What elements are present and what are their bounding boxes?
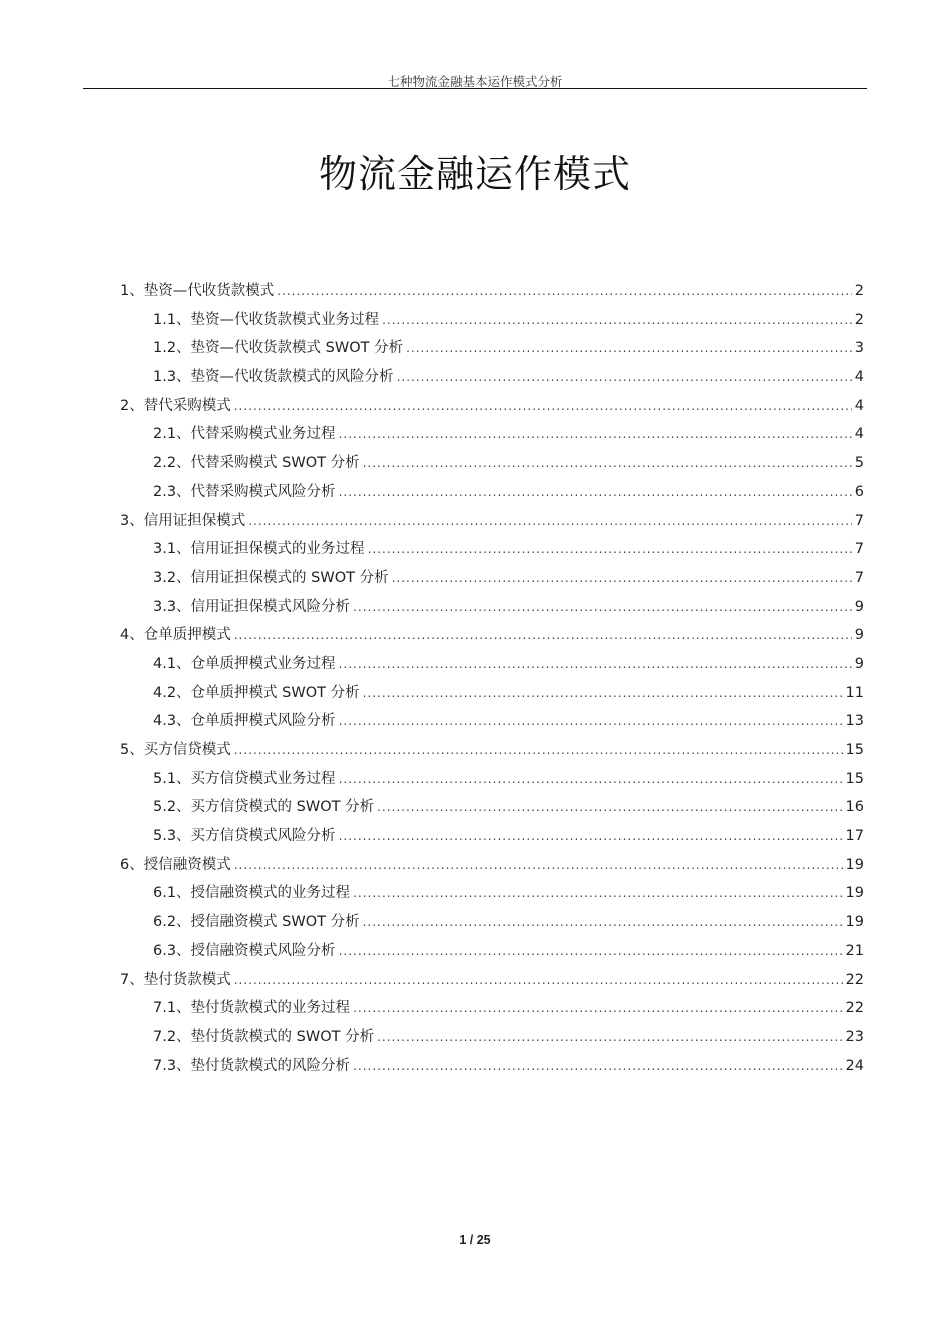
- toc-entry-text[interactable]: 1、垫资—代收货款模式: [120, 283, 275, 299]
- toc-entry-page-number[interactable]: 15: [845, 770, 864, 787]
- toc-entry-page-number[interactable]: 4: [854, 369, 864, 386]
- toc-entry-text[interactable]: 6.3、授信融资模式风险分析: [153, 942, 336, 959]
- toc-entry[interactable]: [120, 996, 864, 1025]
- toc-entry[interactable]: [120, 681, 864, 710]
- toc-entry-page-number[interactable]: 3: [854, 340, 864, 357]
- toc-entry-page-number[interactable]: 4: [854, 397, 864, 414]
- toc-leader-dots: [339, 829, 843, 843]
- toc-leader-dots: [234, 973, 843, 987]
- toc-entry-text[interactable]: 5.2、买方信贷模式的 SWOT 分析: [153, 799, 375, 816]
- toc-entry-text[interactable]: 4.1、仓单质押模式业务过程: [153, 655, 336, 672]
- toc-leader-dots: [234, 858, 843, 872]
- toc-leader-dots: [363, 915, 843, 929]
- toc-entry-page-number[interactable]: 21: [845, 942, 864, 959]
- toc-entry-page-number[interactable]: 2: [854, 283, 864, 299]
- toc-entry-text[interactable]: 2.2、代替采购模式 SWOT 分析: [153, 455, 360, 472]
- toc-entry[interactable]: [120, 939, 864, 968]
- toc-leader-dots: [339, 427, 852, 441]
- toc-entry-page-number[interactable]: 9: [854, 655, 864, 672]
- toc-entry-page-number[interactable]: 6: [854, 483, 864, 500]
- toc-entry[interactable]: [120, 336, 864, 365]
- toc-entry-text[interactable]: 2、替代采购模式: [120, 397, 231, 414]
- toc-leader-dots: [234, 743, 843, 757]
- toc-entry-text[interactable]: 1.2、垫资—代收货款模式 SWOT 分析: [153, 340, 404, 357]
- toc-entry[interactable]: [120, 652, 864, 681]
- toc-entry-text[interactable]: 4、仓单质押模式: [120, 627, 231, 644]
- toc-entry[interactable]: [120, 595, 864, 624]
- toc-entry-page-number[interactable]: 15: [845, 742, 864, 758]
- toc-entry-text[interactable]: 7.2、垫付货款模式的 SWOT 分析: [153, 1028, 375, 1045]
- toc-entry[interactable]: [120, 308, 864, 337]
- toc-entry-page-number[interactable]: 7: [854, 512, 864, 529]
- toc-entry-page-number[interactable]: 19: [845, 856, 864, 873]
- toc-entry-text[interactable]: 7.1、垫付货款模式的业务过程: [153, 1000, 351, 1017]
- toc-entry[interactable]: [120, 279, 864, 308]
- toc-leader-dots: [353, 1059, 842, 1073]
- toc-entry[interactable]: [120, 795, 864, 824]
- toc-entry[interactable]: [120, 509, 864, 538]
- toc-leader-dots: [397, 370, 852, 384]
- header-rule: [83, 88, 867, 89]
- toc-entry-page-number[interactable]: 7: [854, 541, 864, 558]
- toc-entry[interactable]: [120, 824, 864, 853]
- toc-leader-dots: [248, 514, 852, 528]
- toc-entry-page-number[interactable]: 22: [845, 971, 864, 988]
- toc-entry-text[interactable]: 3、信用证担保模式: [120, 512, 246, 529]
- toc-entry-page-number[interactable]: 13: [845, 713, 864, 730]
- document-title: [0, 143, 950, 198]
- toc-leader-dots: [339, 485, 852, 499]
- toc-entry-page-number[interactable]: 2: [854, 311, 864, 328]
- toc-leader-dots: [339, 657, 852, 671]
- table-of-contents: [120, 279, 864, 1082]
- toc-entry-page-number[interactable]: 5: [854, 455, 864, 472]
- toc-leader-dots: [353, 1001, 842, 1015]
- toc-entry-text[interactable]: 2.3、代替采购模式风险分析: [153, 483, 336, 500]
- toc-entry-text[interactable]: 7.3、垫付货款模式的风险分析: [153, 1057, 351, 1074]
- toc-leader-dots: [377, 800, 842, 814]
- toc-leader-dots: [339, 772, 843, 786]
- toc-entry-page-number[interactable]: 7: [854, 569, 864, 586]
- toc-entry[interactable]: [120, 394, 864, 423]
- toc-entry-text[interactable]: 3.3、信用证担保模式风险分析: [153, 598, 351, 615]
- toc-entry-text[interactable]: 5.3、买方信贷模式风险分析: [153, 828, 336, 845]
- toc-entry-page-number[interactable]: 22: [845, 1000, 864, 1017]
- toc-leader-dots: [277, 284, 852, 298]
- toc-entry-text[interactable]: 6.2、授信融资模式 SWOT 分析: [153, 914, 360, 931]
- toc-entry[interactable]: [120, 1025, 864, 1054]
- toc-leader-dots: [339, 944, 843, 958]
- toc-entry[interactable]: [120, 968, 864, 997]
- toc-entry[interactable]: [120, 1054, 864, 1083]
- toc-entry[interactable]: [120, 910, 864, 939]
- toc-entry-page-number[interactable]: 11: [845, 684, 864, 701]
- toc-entry-text[interactable]: 6、授信融资模式: [120, 856, 231, 873]
- toc-entry-page-number[interactable]: 16: [845, 799, 864, 816]
- toc-entry-page-number[interactable]: 19: [845, 885, 864, 902]
- toc-entry-text[interactable]: 7、垫付货款模式: [120, 971, 231, 988]
- toc-entry[interactable]: [120, 480, 864, 509]
- toc-entry[interactable]: [120, 422, 864, 451]
- toc-entry-page-number[interactable]: 9: [854, 627, 864, 644]
- toc-entry-page-number[interactable]: 23: [845, 1028, 864, 1045]
- toc-entry[interactable]: [120, 881, 864, 910]
- toc-leader-dots: [377, 1030, 842, 1044]
- toc-entry[interactable]: [120, 767, 864, 796]
- page-number: 1 / 25: [459, 1233, 491, 1247]
- toc-leader-dots: [234, 399, 852, 413]
- toc-entry-text[interactable]: 6.1、授信融资模式的业务过程: [153, 885, 351, 902]
- toc-leader-dots: [392, 571, 852, 585]
- toc-entry-text[interactable]: 1.3、垫资—代收货款模式的风险分析: [153, 369, 394, 386]
- toc-entry-page-number[interactable]: 9: [854, 598, 864, 615]
- toc-entry-text[interactable]: 5.1、买方信贷模式业务过程: [153, 770, 336, 787]
- toc-leader-dots: [363, 686, 843, 700]
- toc-entry[interactable]: [120, 709, 864, 738]
- toc-leader-dots: [382, 313, 852, 327]
- toc-entry[interactable]: [120, 623, 864, 652]
- toc-entry[interactable]: [120, 365, 864, 394]
- toc-entry[interactable]: [120, 566, 864, 595]
- toc-entry-text[interactable]: 1.1、垫资—代收货款模式业务过程: [153, 311, 380, 328]
- toc-entry-page-number[interactable]: 24: [845, 1057, 864, 1074]
- toc-entry-text[interactable]: 4.3、仓单质押模式风险分析: [153, 713, 336, 730]
- toc-leader-dots: [353, 886, 842, 900]
- toc-leader-dots: [406, 341, 852, 355]
- document-title-text: 物流金融运作模式: [318, 152, 631, 196]
- toc-leader-dots: [339, 714, 843, 728]
- toc-leader-dots: [353, 600, 852, 614]
- toc-leader-dots: [368, 542, 852, 556]
- running-header: 七种物流金融基本运作模式分析: [387, 74, 563, 89]
- toc-entry-page-number[interactable]: 17: [845, 828, 864, 845]
- toc-entry[interactable]: [120, 738, 864, 767]
- toc-entry[interactable]: [120, 451, 864, 480]
- toc-entry-text[interactable]: 5、买方信贷模式: [120, 742, 231, 758]
- toc-entry[interactable]: [120, 537, 864, 566]
- toc-leader-dots: [234, 628, 852, 642]
- toc-entry-page-number[interactable]: 19: [845, 914, 864, 931]
- toc-entry-text[interactable]: 3.2、信用证担保模式的 SWOT 分析: [153, 569, 389, 586]
- toc-entry-text[interactable]: 2.1、代替采购模式业务过程: [153, 426, 336, 443]
- toc-entry-text[interactable]: 4.2、仓单质押模式 SWOT 分析: [153, 684, 360, 701]
- toc-entry-page-number[interactable]: 4: [854, 426, 864, 443]
- toc-entry[interactable]: [120, 853, 864, 882]
- toc-entry-text[interactable]: 3.1、信用证担保模式的业务过程: [153, 541, 365, 558]
- toc-leader-dots: [363, 456, 852, 470]
